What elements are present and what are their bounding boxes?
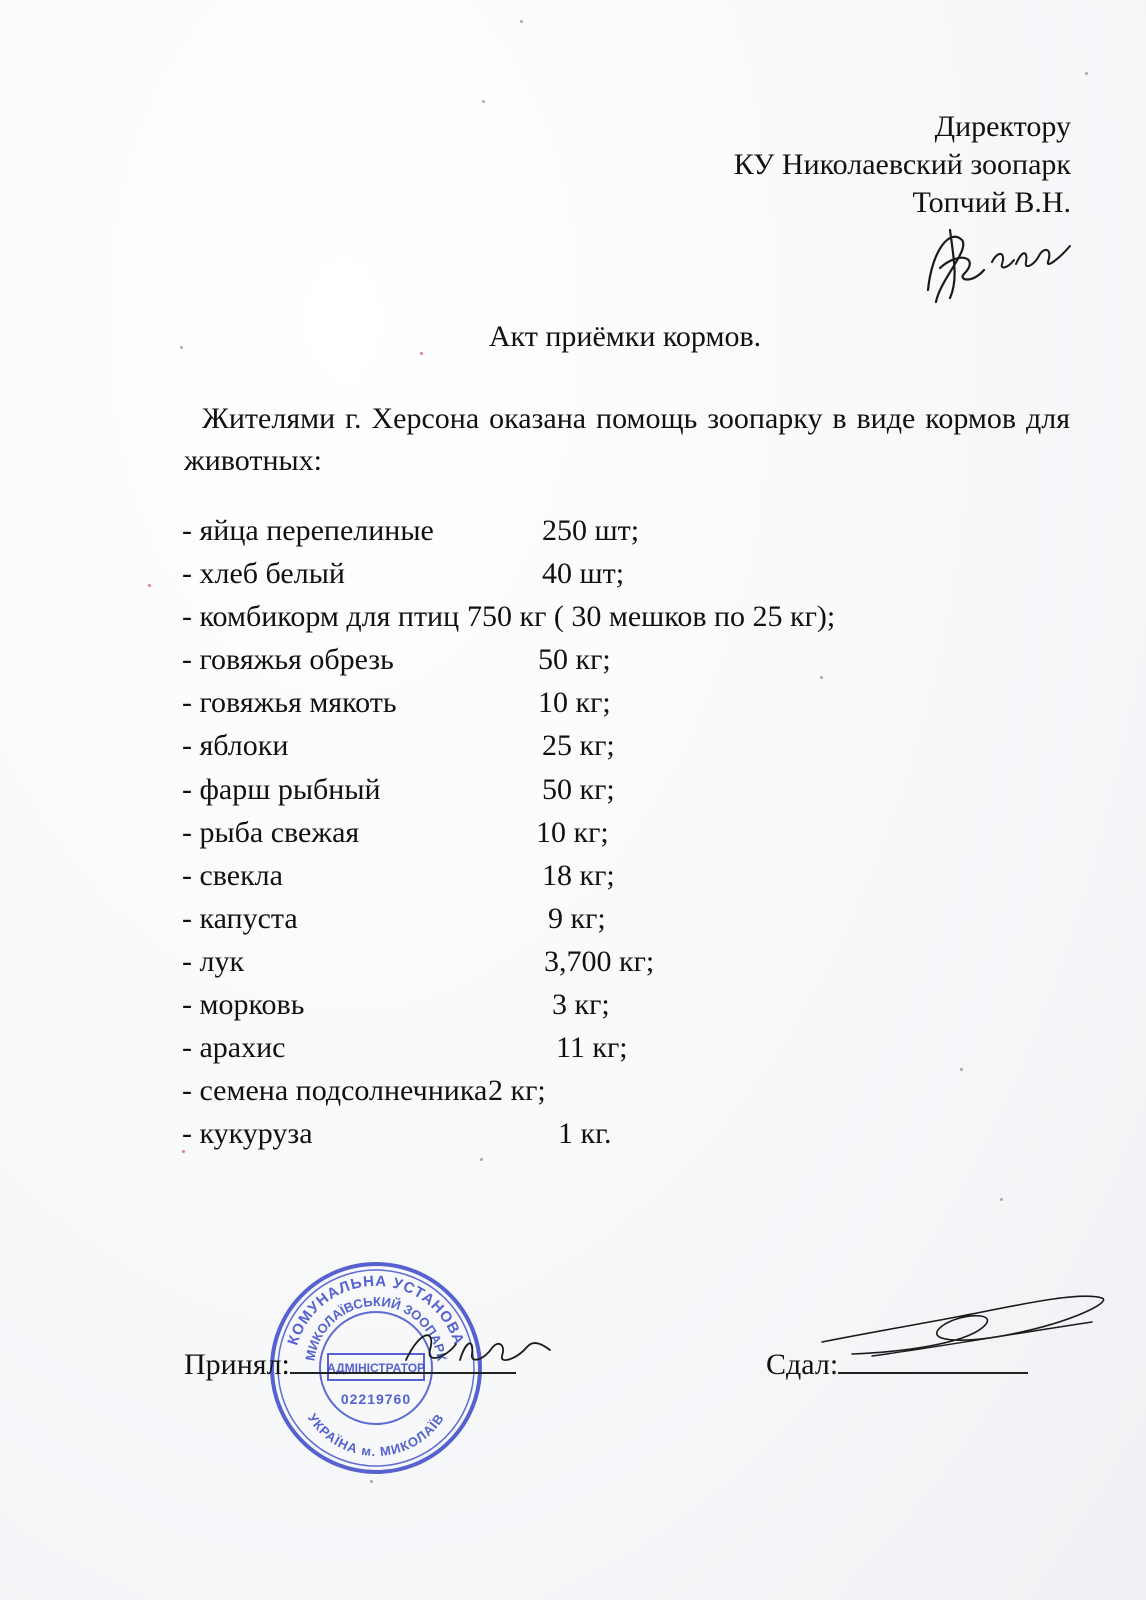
item-quantity: 3 кг;	[552, 988, 610, 1022]
scan-speck	[482, 100, 485, 103]
item-quantity: 3,700 кг;	[544, 944, 655, 978]
addressee-organization: КУ Николаевский зоопарк	[733, 148, 1071, 181]
received-signature	[400, 1320, 560, 1380]
item-name: - лук	[182, 944, 245, 978]
item-quantity: 50 кг;	[538, 643, 611, 677]
scan-speck	[480, 1158, 483, 1161]
scan-speck	[520, 20, 523, 23]
item-quantity: 25 кг;	[542, 729, 615, 763]
item-name: - семена подсолнечника	[182, 1074, 488, 1108]
scan-speck	[182, 1150, 185, 1153]
item-name: - рыба свежая	[182, 815, 360, 849]
item-name: - говяжья обрезь	[182, 643, 394, 677]
item-quantity: 2 кг;	[488, 1074, 546, 1108]
handed-label: Сдал:	[766, 1348, 839, 1381]
addressee-title: Директору	[934, 110, 1071, 143]
item-name: - яблоки	[182, 729, 289, 763]
item-quantity: 18 кг;	[542, 858, 615, 892]
item-quantity: 10 кг;	[538, 686, 611, 720]
scan-speck	[1085, 72, 1088, 75]
item-name: - кукуруза	[182, 1117, 313, 1151]
stamp-outer-text: КОМУНАЛЬНА УСТАНОВА	[284, 1272, 468, 1348]
item-name: - свекла	[182, 858, 283, 892]
item-name: - капуста	[182, 901, 298, 935]
item-quantity: 750 кг ( 30 мешков по 25 кг);	[467, 600, 836, 634]
item-quantity: 250 шт;	[542, 514, 640, 547]
scan-speck	[960, 1068, 963, 1071]
scan-speck	[1000, 1198, 1003, 1201]
intro-paragraph: Жителями г. Херсона оказана помощь зоопарку в виде кормов для животных:	[184, 402, 1070, 477]
stamp-center-text: АДМІНІСТРАТОР	[326, 1361, 426, 1375]
item-name: - говяжья мякоть	[182, 686, 397, 720]
handed-signature	[812, 1282, 1112, 1372]
scan-speck	[820, 676, 823, 679]
scan-speck	[420, 352, 423, 355]
scan-speck	[148, 584, 151, 587]
stamp-bottom-text: УКРАЇНА м. МИКОЛАЇВ	[304, 1410, 448, 1460]
received-label: Принял:	[184, 1348, 290, 1381]
item-name: - морковь	[182, 988, 305, 1022]
item-name: - яйца перепелиные	[182, 514, 434, 547]
addressee-block	[734, 108, 1071, 222]
item-name: - фарш рыбный	[182, 772, 381, 806]
addressee-name: Топчий В.Н.	[912, 186, 1071, 219]
item-quantity: 11 кг;	[556, 1031, 628, 1065]
item-name: - арахис	[182, 1031, 286, 1065]
scan-speck	[180, 346, 183, 349]
item-name: - хлеб белый	[182, 557, 345, 591]
document-title: Акт приёмки кормов.	[488, 320, 762, 353]
scan-speck	[370, 1480, 373, 1483]
item-quantity: 9 кг;	[548, 901, 606, 935]
item-quantity: 1 кг.	[558, 1117, 612, 1151]
director-signature	[910, 210, 1080, 310]
item-quantity: 50 кг;	[542, 772, 615, 806]
item-quantity: 40 шт;	[542, 557, 625, 591]
stamp-code: 02219760	[340, 1391, 412, 1407]
item-name: - комбикорм для птиц	[182, 600, 460, 634]
item-quantity: 10 кг;	[536, 815, 609, 849]
stamp-inner-text: МИКОЛАЇВСЬКИЙ ЗООПАРК	[302, 1293, 450, 1363]
